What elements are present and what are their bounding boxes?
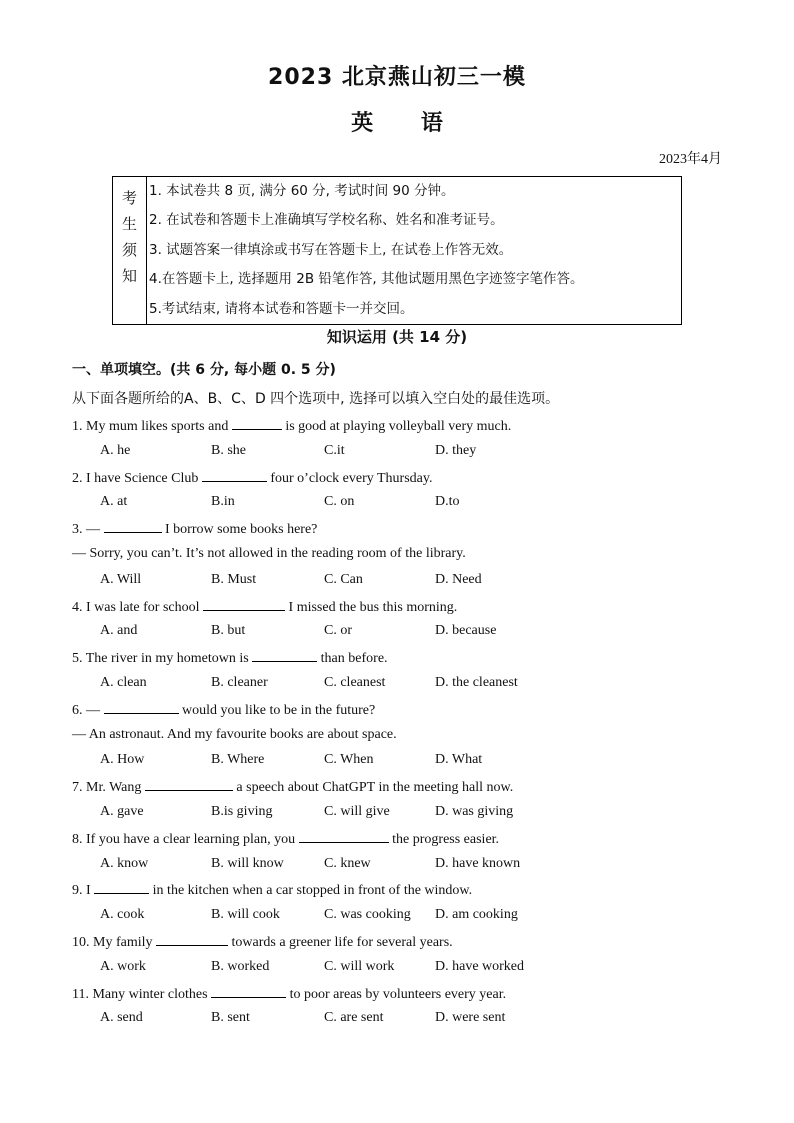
answer-option: C. on [324, 494, 355, 510]
question-text-before: 11. Many winter clothes [72, 986, 208, 1002]
notice-label-char: 知 [121, 267, 137, 285]
answer-option: B.is giving [211, 804, 273, 819]
answer-option: A. cook [100, 907, 145, 923]
answer-option: D. they [435, 442, 477, 458]
answer-option: D. the cleanest [435, 675, 518, 690]
answer-option: A. Will [100, 571, 142, 587]
question-text-before: 2. I have Science Club [72, 470, 199, 486]
answer-blank [156, 933, 228, 946]
answer-option: D. am cooking [435, 907, 518, 923]
answer-option: C. or [324, 623, 352, 639]
answer-option: D. have worked [435, 958, 525, 974]
answer-option: B. sent [211, 1010, 250, 1026]
answer-option: A. and [100, 623, 138, 639]
exam-title: 2023 北京燕山初三一模 [268, 65, 526, 90]
question-text-after: towards a greener life for several years. [231, 935, 453, 950]
answer-blank [299, 830, 389, 843]
answer-option: C. are sent [324, 1010, 384, 1026]
answer-option: B. she [211, 442, 246, 458]
answer-option: C. knew [324, 855, 371, 871]
answer-option: C. Can [324, 571, 363, 587]
question-stem [72, 830, 499, 848]
answer-option: A. he [100, 442, 131, 458]
notice-label-char: 考 [121, 189, 137, 207]
answer-option: C. was cooking [324, 907, 411, 923]
question-text-before: 9. I [72, 883, 91, 899]
answer-option: B. will cook [211, 907, 280, 923]
question-text-before: 10. My family [72, 935, 153, 950]
section-title: 知识运用 (共 14 分) [326, 328, 468, 346]
answer-blank [232, 417, 282, 430]
question-text-after: four o’clock every Thursday. [270, 470, 433, 486]
answer-blank [104, 520, 162, 533]
question-text-after: the progress easier. [392, 831, 500, 847]
answer-option: A. work [100, 958, 146, 974]
answer-option: B. Where [211, 752, 265, 768]
answer-option: D.to [435, 494, 460, 510]
answer-option: C. will give [324, 804, 390, 819]
question-text-after: a speech about ChatGPT in the meeting hall now. [236, 780, 514, 796]
question-text-after: is good at playing volleyball very much. [285, 419, 512, 434]
answer-option: D. was giving [435, 804, 514, 819]
answer-blank [104, 701, 179, 714]
question-stem [72, 520, 317, 538]
answer-option: B. but [211, 623, 246, 639]
question-text-before: 7. Mr. Wang [72, 780, 142, 796]
question-stem [72, 778, 513, 796]
question-text-before: 8. If you have a clear learning plan, you [72, 831, 296, 847]
notice-line: 2. 在试卷和答题卡上准确填写学校名称、姓名和准考证号。 [149, 212, 504, 229]
question-text-before: 1. My mum likes sports and [72, 419, 229, 434]
answer-blank [203, 598, 285, 611]
answer-option: C. will work [324, 958, 395, 974]
notice-label [113, 177, 147, 325]
answer-option: D. Need [435, 571, 482, 587]
question-text-after: I missed the bus this morning. [288, 599, 458, 615]
answer-option: D. because [435, 623, 497, 639]
exam-date: 2023年4月 [659, 152, 722, 167]
answer-option: D. have known [435, 855, 521, 871]
question-text-after: I borrow some books here? [165, 522, 318, 538]
answer-blank [145, 778, 233, 791]
question-stem [72, 881, 472, 899]
question-text-after: would you like to be in the future? [182, 702, 376, 718]
question-text-before: 3. — [72, 522, 100, 538]
answer-option: A. know [100, 855, 149, 871]
question-text-after: than before. [320, 651, 388, 667]
answer-option: A. How [100, 752, 145, 768]
question-text-after: to poor areas by volunteers every year. [289, 986, 507, 1002]
question-stem [72, 649, 388, 667]
answer-option: A. send [100, 1010, 143, 1026]
question-stem [72, 598, 457, 616]
notice-label-char: 生 [121, 215, 137, 233]
answer-blank [94, 881, 149, 894]
notice-line: 4.在答题卡上, 选择题用 2B 铅笔作答, 其他试题用黑色字迹签字笔作答。 [149, 271, 584, 288]
answer-option: A. at [100, 494, 128, 510]
question-stem [72, 701, 375, 719]
question-stem [72, 417, 511, 435]
answer-option: C. cleanest [324, 675, 386, 690]
answer-option: B. worked [211, 958, 270, 974]
answer-option: B.in [211, 494, 235, 510]
answer-option: D. were sent [435, 1010, 506, 1026]
notice-line: 3. 试题答案一律填涂或书写在答题卡上, 在试卷上作答无效。 [149, 241, 513, 258]
notice-line: 5.考试结束, 请将本试卷和答题卡一并交回。 [149, 300, 414, 317]
notice-label-char: 须 [121, 241, 137, 259]
question-stem [72, 469, 432, 487]
notice-content [147, 177, 682, 325]
answer-option: D. What [435, 752, 483, 768]
answer-option: A. gave [100, 804, 144, 819]
question-text-before: 6. — [72, 702, 100, 718]
answer-option: B. will know [211, 855, 284, 871]
question-text-before: 4. I was late for school [72, 599, 200, 615]
exam-notice-box [112, 176, 682, 325]
question-text-before: 5. The river in my hometown is [72, 651, 249, 667]
question-stem [72, 933, 453, 951]
notice-line: 1. 本试卷共 8 页, 满分 60 分, 考试时间 90 分钟。 [149, 183, 455, 199]
answer-option: C. When [324, 752, 374, 768]
question-reply: — Sorry, you can’t. It’s not allowed in the reading room of the library. [72, 546, 466, 561]
part-title: 一、单项填空。(共 6 分, 每小题 0. 5 分) [72, 362, 336, 378]
answer-blank [211, 985, 286, 998]
question-reply: — An astronaut. And my favourite books are about space. [72, 726, 397, 742]
answer-option: B. cleaner [211, 675, 268, 690]
answer-blank [202, 469, 267, 482]
answer-blank [252, 649, 317, 662]
answer-option: B. Must [211, 571, 257, 587]
exam-subject: 英 语 [351, 111, 443, 136]
part-instructions: 从下面各题所给的A、B、C、D 四个选项中, 选择可以填入空白处的最佳选项。 [72, 391, 560, 407]
question-text-after: in the kitchen when a car stopped in front of the window. [152, 883, 473, 899]
question-stem [72, 985, 506, 1003]
answer-option: C.it [324, 442, 345, 458]
answer-option: A. clean [100, 675, 147, 690]
